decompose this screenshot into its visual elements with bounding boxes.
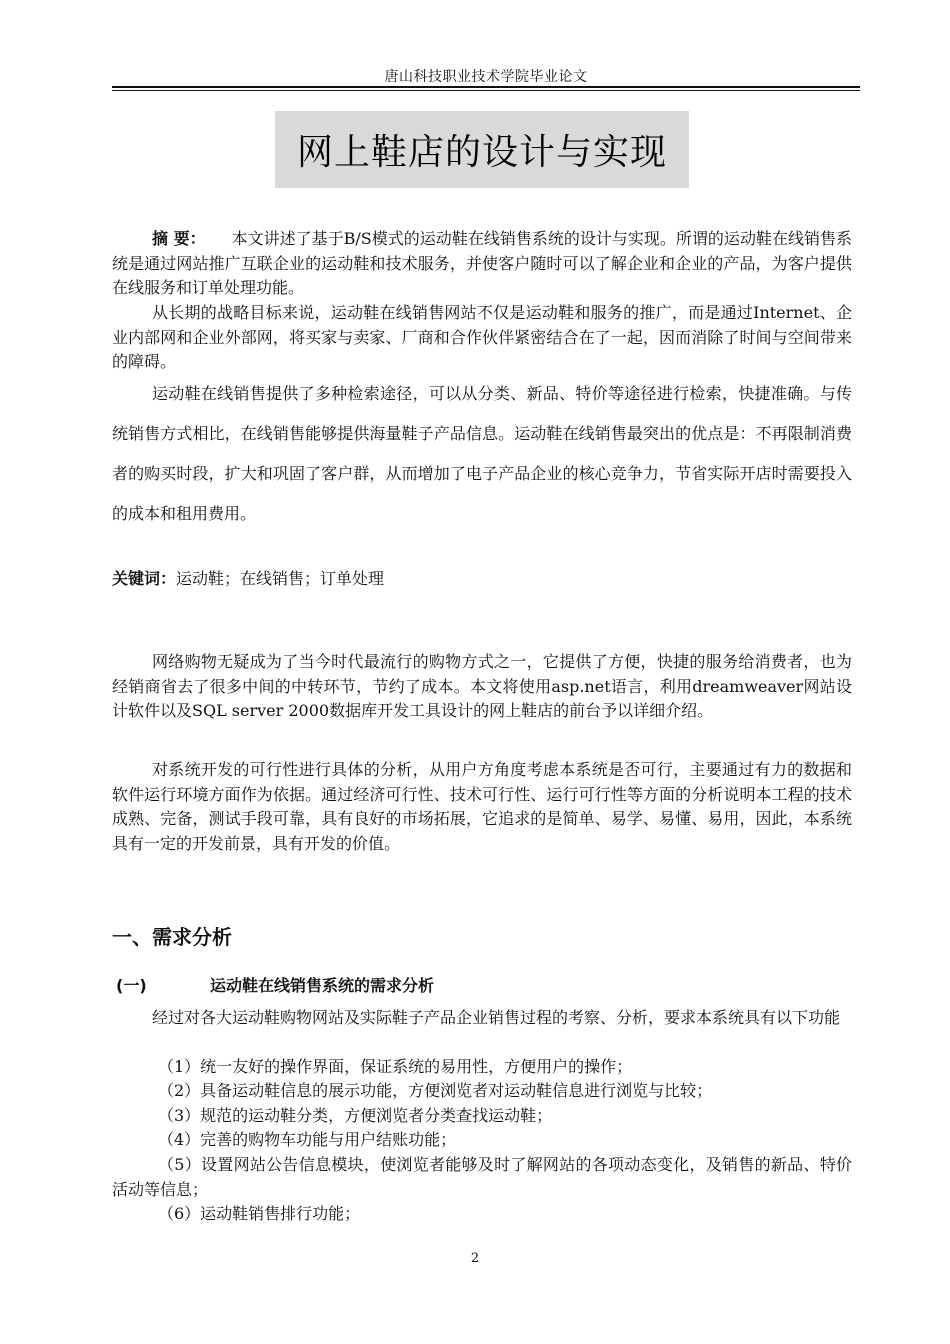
title-box: [275, 111, 689, 188]
requirement-item: （3）规范的运动鞋分类，方便浏览者分类查找运动鞋；: [158, 1106, 553, 1125]
subsection-number: (一): [116, 976, 147, 995]
requirements-intro: 经过对各大运动鞋购物网站及实际鞋子产品企业销售过程的考察、分析，要求本系统具有以下功能: [152, 1008, 841, 1027]
page-number: 2: [470, 1251, 480, 1266]
abstract-paragraph-1: [112, 227, 852, 301]
subsection-title: 运动鞋在线销售系统的需求分析: [210, 976, 435, 995]
header-rule-thin: [112, 90, 860, 91]
keywords-text: 运动鞋；在线销售；订单处理: [176, 569, 385, 588]
requirement-item: （5）设置网站公告信息模块，使浏览者能够及时了解网站的各项动态变化，及销售的新品、特价活动等信息；: [112, 1155, 852, 1199]
abstract-text-1: 本文讲述了基于B/S模式的运动鞋在线销售系统的设计与实现。所谓的运动鞋在线销售系统是通过网站推广互联企业的运动鞋和技术服务，并使客户随时可以了解企业和企业的产品，为客户提供在线服务和订单处理功能。: [112, 229, 852, 297]
intro-paragraph-1: 网络购物无疑成为了当今时代最流行的购物方式之一，它提供了方便，快捷的服务给消费者，也为经销商省去了很多中间的中转环节，节约了成本。本文将使用asp.net语言，利用dreamweaver网站设计软件以及SQL server 2000数据库开发工具设计的网上鞋店的前台予以详细介绍。: [112, 652, 852, 720]
subsection-heading: [116, 973, 856, 996]
keywords-line: [112, 567, 852, 592]
abstract-paragraph-2: 从长期的战略目标来说，运动鞋在线销售网站不仅是运动鞋和服务的推广，而是通过Internet、企业内部网和企业外部网，将买家与卖家、厂商和合作伙伴紧密结合在了一起，因而消除了时间与空间带来的障碍。: [112, 303, 852, 371]
abstract-paragraph-3: 运动鞋在线销售提供了多种检索途径，可以从分类、新品、特价等途径进行检索，快捷准确。与传统销售方式相比，在线销售能够提供海量鞋子产品信息。运动鞋在线销售最突出的优点是：不再限制消费者的购买时段，扩大和巩固了客户群，从而增加了电子产品企业的核心竞争力，节省实际开店时需要投入的成本和租用费用。: [112, 384, 852, 523]
requirement-item: （1）统一友好的操作界面，保证系统的易用性，方便用户的操作；: [158, 1057, 633, 1076]
keywords-label: 关键词：: [112, 569, 177, 588]
section-heading: 一、需求分析: [112, 925, 232, 949]
running-header: 唐山科技职业技术学院毕业论文: [384, 69, 588, 85]
requirement-item: （6）运动鞋销售排行功能；: [158, 1204, 361, 1223]
abstract-label: 摘 要：: [152, 229, 206, 248]
intro-paragraph-2: 对系统开发的可行性进行具体的分析，从用户方角度考虑本系统是否可行，主要通过有力的数据和软件运行环境方面作为依据。通过经济可行性、技术可行性、运行可行性等方面的分析说明本工程的技术成熟、完备，测试手段可靠，具有良好的市场拓展，它追求的是简单、易学、易懂、易用，因此，本系统具有一定的开发前景，具有开发的价值。: [112, 760, 852, 853]
requirement-item: （4）完善的购物车功能与用户结账功能；: [158, 1130, 457, 1149]
header-rule-thick: [112, 86, 860, 88]
requirement-item: （2）具备运动鞋信息的展示功能，方便浏览者对运动鞋信息进行浏览与比较；: [158, 1081, 713, 1100]
paper-title: 网上鞋店的设计与实现: [296, 132, 667, 173]
